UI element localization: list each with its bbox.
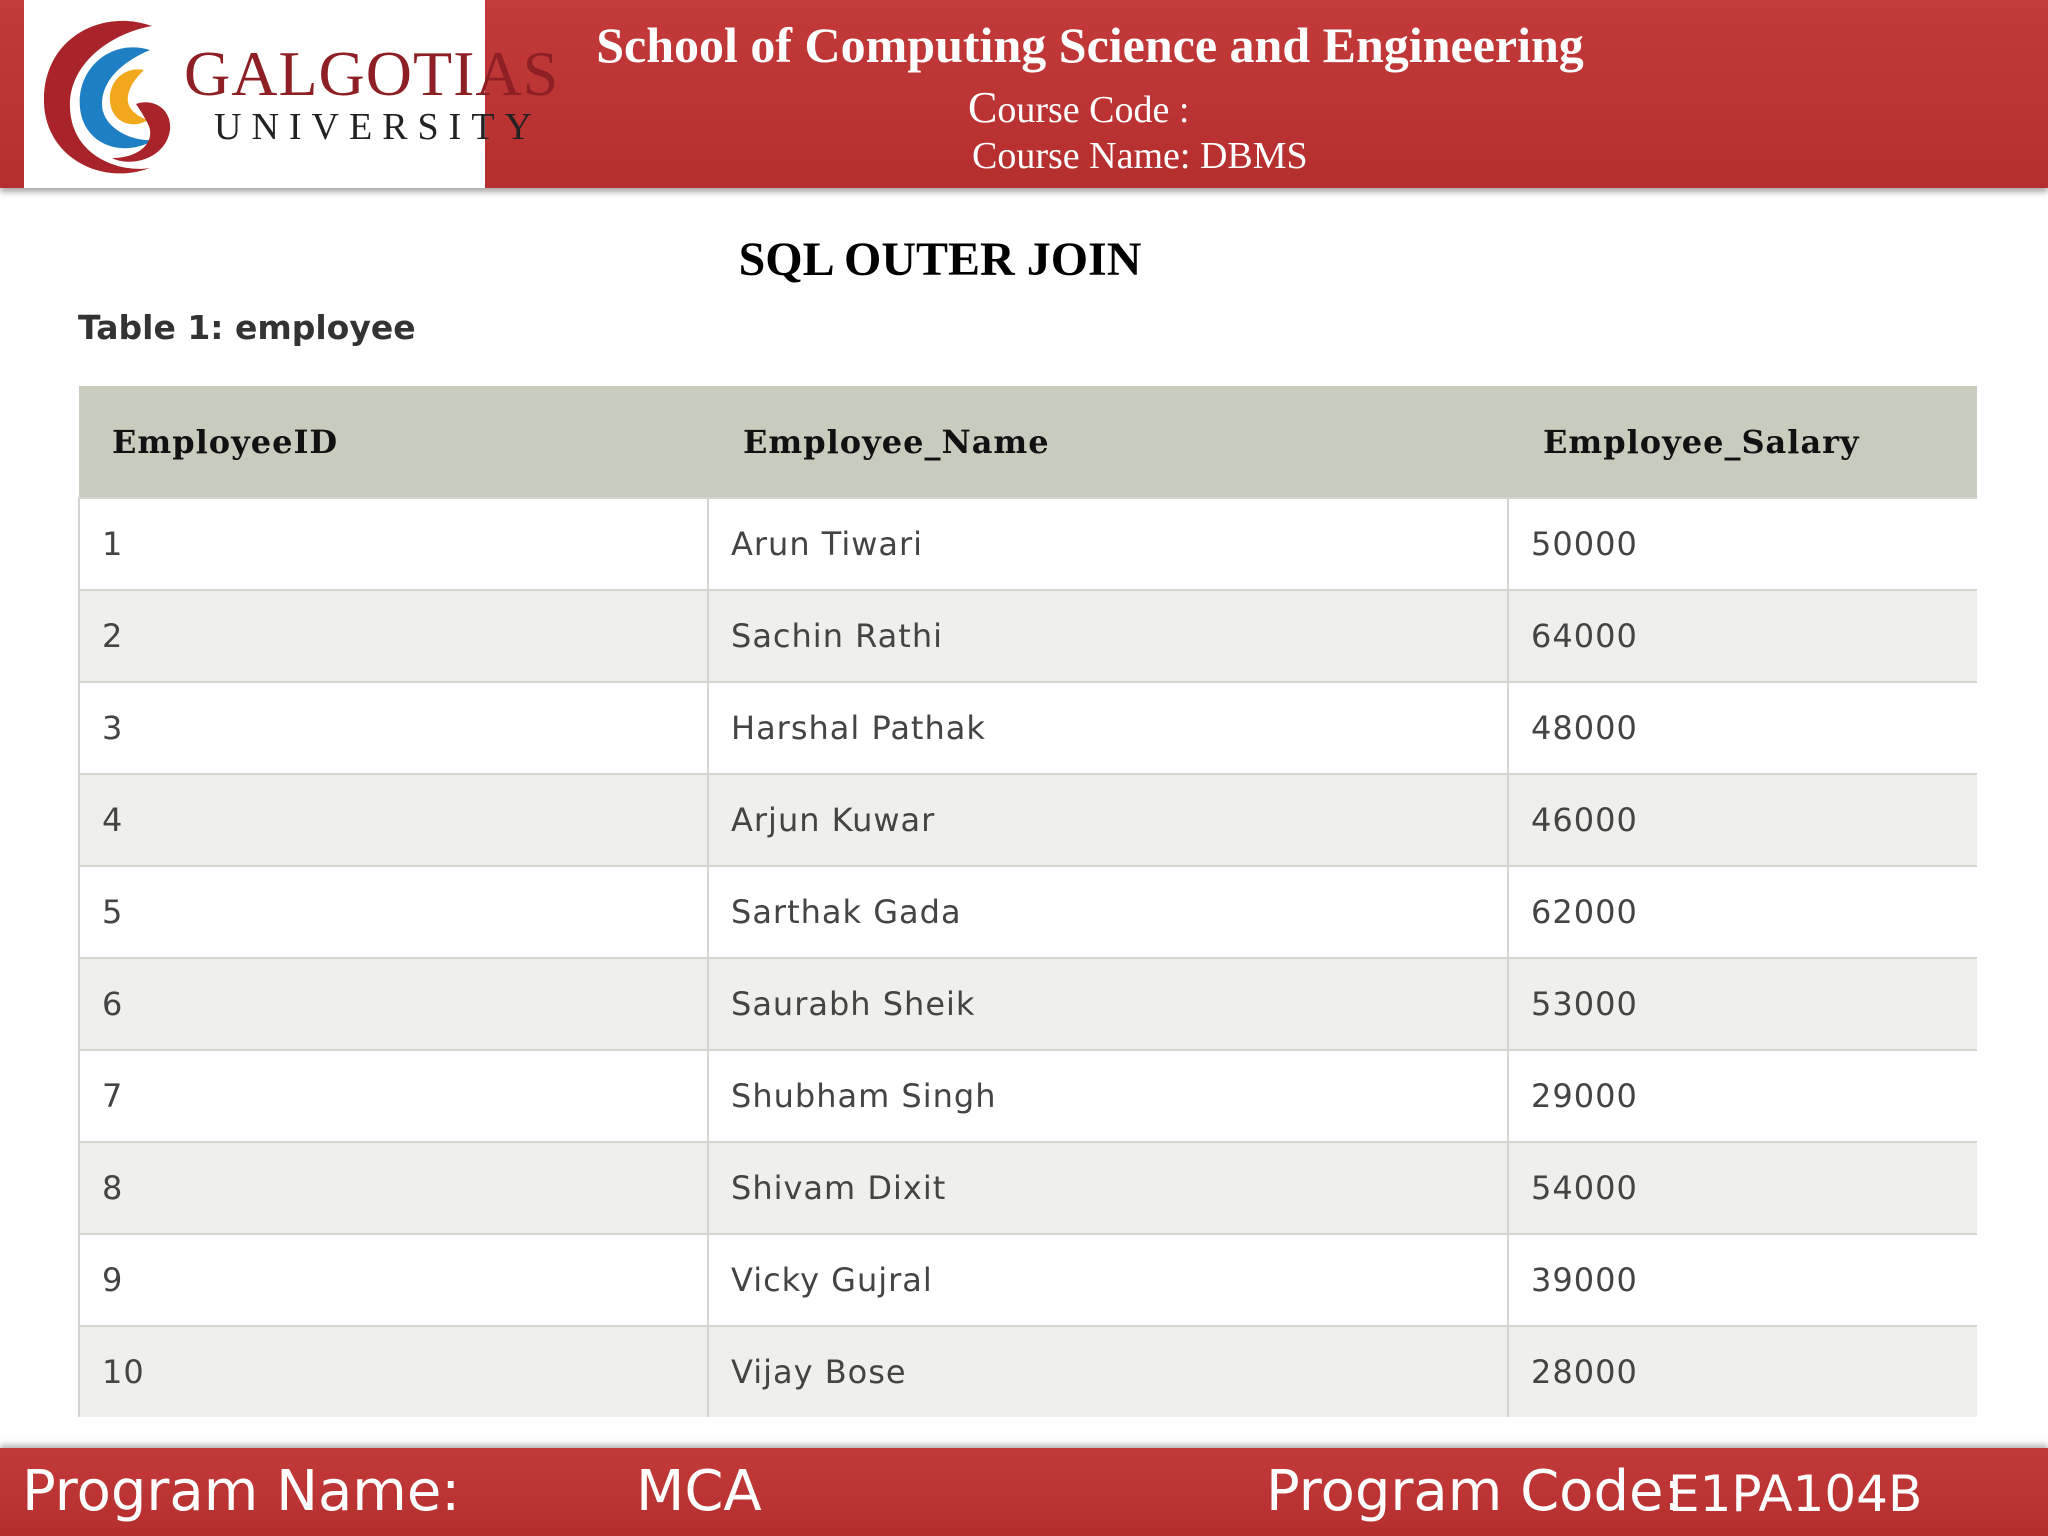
table-row	[79, 1326, 1977, 1417]
table-row	[79, 1050, 1977, 1142]
employee-salary-cell: 64000	[1508, 590, 1977, 682]
employee-name-cell: Harshal Pathak	[708, 682, 1508, 774]
employee-salary-cell: 62000	[1508, 866, 1977, 958]
employee-id-cell: 9	[79, 1234, 708, 1326]
table-row	[79, 682, 1977, 774]
employee-name-cell: Saurabh Sheik	[708, 958, 1508, 1050]
program-name-label: Program Name:	[22, 1459, 461, 1524]
table-row	[79, 958, 1977, 1050]
employee-salary-cell: 46000	[1508, 774, 1977, 866]
employee-name-cell: Shivam Dixit	[708, 1142, 1508, 1234]
employee-salary-cell: 54000	[1508, 1142, 1977, 1234]
employee-id-cell: 7	[79, 1050, 708, 1142]
employee-name-cell: Arun Tiwari	[708, 498, 1508, 590]
employee-name-cell: Shubham Singh	[708, 1050, 1508, 1142]
course-code-label: ourse Code :	[997, 89, 1190, 131]
employee-salary-cell: 29000	[1508, 1050, 1977, 1142]
column-header: Employee_Name	[708, 386, 1508, 498]
school-title: School of Computing Science and Engineering	[596, 17, 1584, 73]
table-row	[79, 866, 1977, 958]
program-code-label: Program Code:	[1266, 1459, 1683, 1524]
table-row	[79, 498, 1977, 590]
course-code-initial: C	[968, 83, 998, 132]
employee-id-cell: 2	[79, 590, 708, 682]
employee-name-cell: Arjun Kuwar	[708, 774, 1508, 866]
program-name-value: MCA	[636, 1459, 762, 1524]
employee-id-cell: 8	[79, 1142, 708, 1234]
employee-name-cell: Sarthak Gada	[708, 866, 1508, 958]
table-caption: Table 1: employee	[78, 308, 416, 347]
employee-id-cell: 6	[79, 958, 708, 1050]
column-header: Employee_Salary	[1508, 386, 1977, 498]
employee-salary-cell: 53000	[1508, 958, 1977, 1050]
employee-id-cell: 5	[79, 866, 708, 958]
course-name: Course Name: DBMS	[972, 135, 1308, 177]
employee-salary-cell: 50000	[1508, 498, 1977, 590]
logo-wordmark: GALGOTIAS	[184, 38, 560, 109]
table-row	[79, 1234, 1977, 1326]
table-row	[79, 774, 1977, 866]
employee-name-cell: Sachin Rathi	[708, 590, 1508, 682]
employee-table	[78, 386, 1976, 1417]
galgotias-emblem-icon	[32, 8, 192, 184]
employee-name-cell: Vijay Bose	[708, 1326, 1508, 1417]
employee-id-cell: 3	[79, 682, 708, 774]
employee-salary-cell: 39000	[1508, 1234, 1977, 1326]
employee-salary-cell: 28000	[1508, 1326, 1977, 1417]
employee-id-cell: 10	[79, 1326, 708, 1417]
employee-name-cell: Vicky Gujral	[708, 1234, 1508, 1326]
slide-header	[0, 0, 2048, 188]
slide-footer	[0, 1448, 2048, 1536]
course-code	[968, 82, 1189, 133]
column-header: EmployeeID	[79, 386, 708, 498]
program-code-value: E1PA104B	[1668, 1465, 1923, 1523]
employee-salary-cell: 48000	[1508, 682, 1977, 774]
table-row	[79, 590, 1977, 682]
table-row	[79, 1142, 1977, 1234]
table-header-row	[79, 386, 1977, 498]
university-logo	[24, 0, 560, 188]
employee-id-cell: 4	[79, 774, 708, 866]
slide-title: SQL OUTER JOIN	[738, 233, 1142, 286]
employee-id-cell: 1	[79, 498, 708, 590]
logo-subtitle: UNIVERSITY	[214, 106, 542, 148]
